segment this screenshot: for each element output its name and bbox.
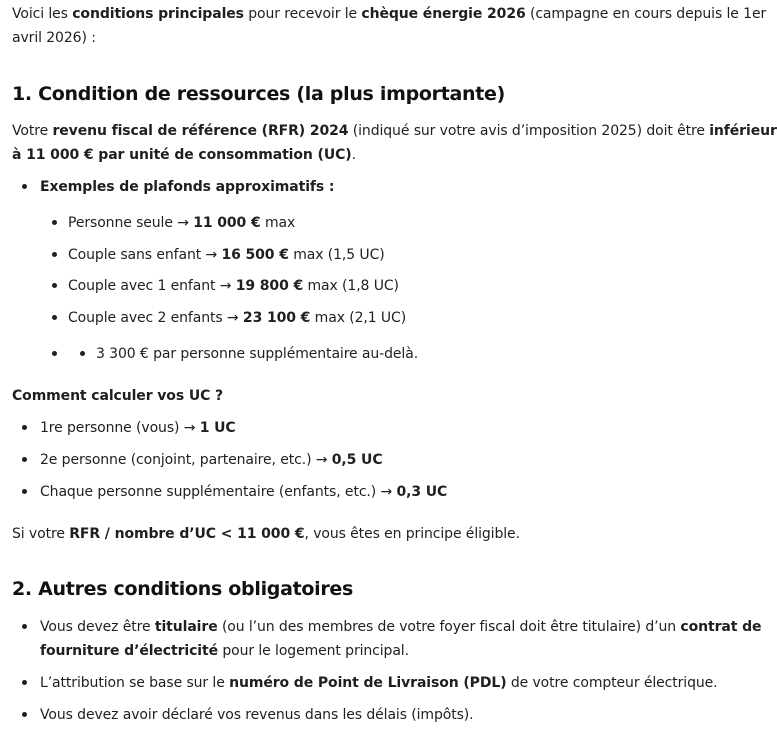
uc-item xyxy=(40,448,383,472)
intro-line-1 xyxy=(12,2,766,26)
uc-value: 1 UC xyxy=(199,420,236,436)
text: Couple avec 1 enfant → xyxy=(68,278,236,294)
text: 1re personne (vous) → xyxy=(40,420,200,436)
amount: 11 000 € xyxy=(193,215,261,231)
bullet-dot xyxy=(52,283,57,288)
rfr-bold: revenu fiscal de référence (RFR) 2024 xyxy=(52,123,349,139)
text: L’attribution se base sur le xyxy=(40,675,230,691)
text: , vous êtes en principe éligible. xyxy=(304,526,520,542)
titulaire-bold: titulaire xyxy=(154,619,218,635)
extra-person-item: 3 300 € par personne supplémentaire au-delà. xyxy=(96,346,419,362)
intro-text: pour recevoir le xyxy=(243,6,362,22)
condition-item-3: Vous devez avoir déclaré vos revenus dans les délais (impôts). xyxy=(40,707,474,723)
text: . xyxy=(351,147,356,163)
text: Personne seule → xyxy=(68,215,194,231)
bullet-dot xyxy=(52,351,57,356)
pdl-bold: numéro de Point de Livraison (PDL) xyxy=(229,675,507,691)
example-item xyxy=(68,211,295,235)
text: max xyxy=(260,215,296,231)
intro-line-2: avril 2026) : xyxy=(12,30,96,46)
uc-item xyxy=(40,416,236,440)
text: Couple avec 2 enfants → xyxy=(68,310,243,326)
example-item xyxy=(68,306,406,330)
examples-label: Exemples de plafonds approximatifs : xyxy=(40,179,335,195)
bullet-dot xyxy=(52,220,57,225)
section-1-heading: 1. Condition de ressources (la plus importante) xyxy=(12,83,505,105)
bullet-dot xyxy=(22,712,27,717)
intro-text: (campagne en cours depuis le 1er xyxy=(525,6,767,22)
bullet-dot xyxy=(22,489,27,494)
text: Chaque personne supplémentaire (enfants, etc.) → xyxy=(40,484,397,500)
text: max (2,1 UC) xyxy=(310,310,407,326)
fourniture-bold: fourniture d’électricité xyxy=(40,643,218,659)
bullet-dot xyxy=(52,252,57,257)
text: Si votre xyxy=(12,526,70,542)
uc-item xyxy=(40,480,447,504)
text: max (1,8 UC) xyxy=(303,278,399,294)
bullet-dot xyxy=(80,351,85,356)
condition-item-2 xyxy=(40,671,718,695)
text: max (1,5 UC) xyxy=(288,247,385,263)
bullet-dot xyxy=(22,457,27,462)
bullet-dot xyxy=(22,680,27,685)
amount: 19 800 € xyxy=(235,278,304,294)
contrat-bold: contrat de xyxy=(680,619,762,635)
uc-value: 0,5 UC xyxy=(331,452,383,468)
amount: 16 500 € xyxy=(221,247,289,263)
section-2-heading: 2. Autres conditions obligatoires xyxy=(12,578,354,600)
rule-bold: RFR / nombre d’UC < 11 000 € xyxy=(69,526,305,542)
text: Couple sans enfant → xyxy=(68,247,222,263)
bullet-dot xyxy=(52,315,57,320)
text: 2e personne (conjoint, partenaire, etc.) → xyxy=(40,452,332,468)
text: (indiqué sur votre avis d’imposition 2025) doit être xyxy=(348,123,710,139)
text: pour le logement principal. xyxy=(218,643,409,659)
example-item xyxy=(68,243,385,267)
intro-bold-conditions: conditions principales xyxy=(72,6,244,22)
rfr-paragraph-line-1 xyxy=(12,119,777,143)
text: (ou l’un des membres de votre foyer fiscal doit être titulaire) d’un xyxy=(217,619,681,635)
amount: 23 100 € xyxy=(242,310,311,326)
text: Vous devez être xyxy=(40,619,155,635)
eligibility-rule xyxy=(12,522,520,546)
uc-value: 0,3 UC xyxy=(396,484,448,500)
bullet-dot xyxy=(22,624,27,629)
bullet-dot xyxy=(22,184,27,189)
intro-bold-cheque: chèque énergie 2026 xyxy=(361,6,526,22)
rfr-paragraph-line-2 xyxy=(12,143,356,167)
inferieur-bold: inférieur xyxy=(709,123,777,139)
condition-item-1-line-1 xyxy=(40,615,761,639)
condition-item-1-line-2 xyxy=(40,639,409,663)
text: de votre compteur électrique. xyxy=(506,675,718,691)
bullet-dot xyxy=(22,425,27,430)
text: Votre xyxy=(12,123,53,139)
uc-title: Comment calculer vos UC ? xyxy=(12,388,224,404)
example-item xyxy=(68,274,399,298)
intro-text: Voici les xyxy=(12,6,73,22)
threshold-bold: à 11 000 € par unité de consommation (UC) xyxy=(12,147,352,163)
